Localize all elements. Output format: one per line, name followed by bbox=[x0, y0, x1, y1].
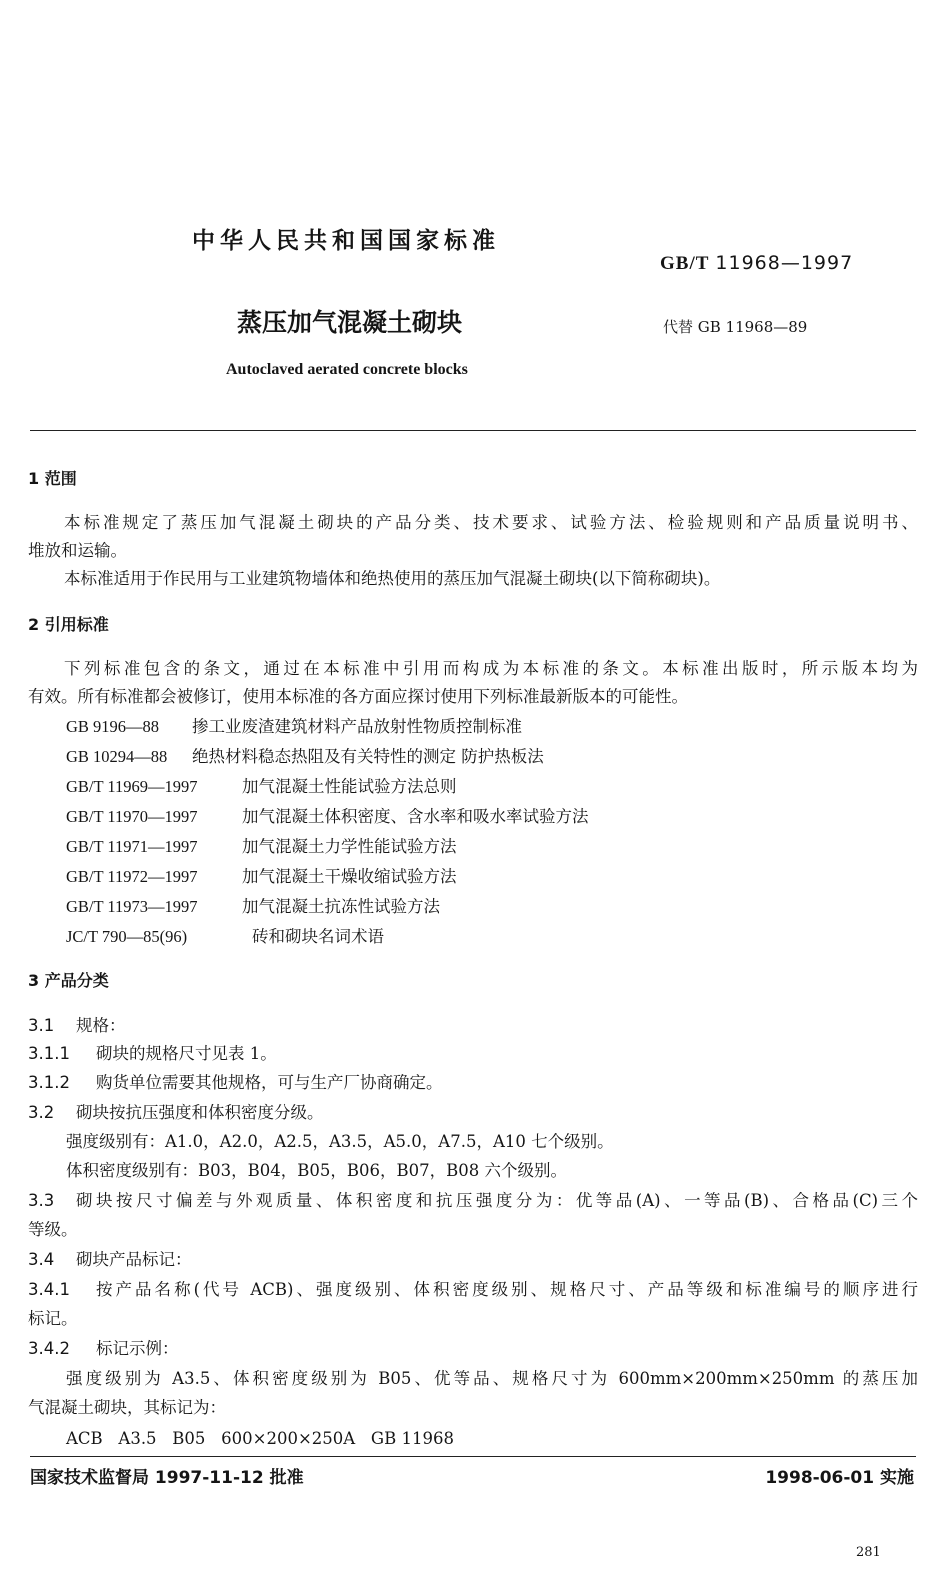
reference-code: GB/T 11971—1997 bbox=[66, 837, 198, 856]
reference-code: JC/T 790—85(96) bbox=[66, 927, 188, 946]
clause-3-1-1 bbox=[28, 1042, 277, 1066]
clause-text: 标记示例： bbox=[96, 1339, 179, 1358]
strength-grades: 强度级别有：A1.0，A2.0，A2.5，A3.5，A5.0，A7.5，A10 七个级别。 bbox=[66, 1132, 614, 1151]
section-1-para-1-line-1: 本标准规定了蒸压加气混凝土砌块的产品分类、技术要求、试验方法、检验规则和产品质量说明书、 bbox=[64, 513, 918, 532]
reference-code: GB 9196—88 bbox=[66, 717, 160, 736]
clause-text: 砌块产品标记： bbox=[76, 1250, 192, 1269]
reference-name: 绝热材料稳态热阻及有关特性的测定 防护热板法 bbox=[192, 747, 544, 766]
marking-example: ACB A3.5 B05 600×200×250A GB 11968 bbox=[66, 1429, 454, 1448]
density-grades: 体积密度级别有：B03，B04，B05，B06，B07，B08 六个级别。 bbox=[66, 1161, 567, 1180]
clause-number: 3.4.1 bbox=[28, 1280, 70, 1299]
section-2-heading: 2 引用标准 bbox=[28, 615, 109, 634]
section-2-para-line-1: 下列标准包含的条文，通过在本标准中引用而构成为本标准的条文。本标准出版时，所示版本均为 bbox=[64, 659, 918, 678]
clause-text: 规格： bbox=[76, 1016, 126, 1035]
standard-prefix: GB/T bbox=[660, 253, 710, 274]
reference-code: GB/T 11973—1997 bbox=[66, 897, 198, 916]
section-1-para-1-line-2: 堆放和运输。 bbox=[28, 541, 127, 560]
replaces-note: 代替 GB 11968—89 bbox=[663, 318, 808, 336]
clause-3-3-line-2: 等级。 bbox=[28, 1220, 78, 1239]
reference-item bbox=[66, 745, 544, 769]
example-description-line-1: 强度级别为 A3.5、体积密度级别为 B05、优等品、规格尺寸为 600mm×200mm×250mm 的蒸压加 bbox=[66, 1369, 918, 1388]
reference-item bbox=[66, 715, 522, 739]
clause-3-2 bbox=[28, 1101, 324, 1125]
national-standard-heading: 中华人民共和国国家标准 bbox=[192, 228, 500, 254]
approval-note: 国家技术监督局 1997-11-12 批准 bbox=[30, 1468, 304, 1488]
clause-text: 按产品名称(代号 ACB)、强度级别、体积密度级别、规格尺寸、产品等级和标准编号的顺序进行 bbox=[96, 1280, 918, 1299]
reference-item bbox=[66, 895, 440, 919]
standard-number-value: 11968—1997 bbox=[715, 252, 854, 274]
reference-name: 加气混凝土性能试验方法总则 bbox=[242, 777, 457, 796]
clause-number: 3.1.1 bbox=[28, 1044, 70, 1063]
clause-number: 3.4.2 bbox=[28, 1339, 70, 1358]
section-1-heading: 1 范围 bbox=[28, 469, 77, 488]
reference-code: GB/T 11970—1997 bbox=[66, 807, 198, 826]
reference-name: 加气混凝土抗冻性试验方法 bbox=[242, 897, 440, 916]
standard-number bbox=[660, 252, 853, 275]
header-divider bbox=[30, 430, 916, 431]
section-1-para-2: 本标准适用于作民用与工业建筑物墙体和绝热使用的蒸压加气混凝土砌块(以下简称砌块)。 bbox=[64, 569, 721, 588]
reference-item bbox=[66, 805, 589, 829]
reference-item bbox=[66, 775, 457, 799]
clause-3-4-1 bbox=[28, 1278, 918, 1302]
clause-number: 3.1 bbox=[28, 1016, 55, 1035]
clause-text: 购货单位需要其他规格，可与生产厂协商确定。 bbox=[96, 1073, 443, 1092]
footer-divider bbox=[30, 1456, 916, 1457]
document-title: 蒸压加气混凝土砌块 bbox=[237, 308, 463, 337]
reference-code: GB/T 11972—1997 bbox=[66, 867, 198, 886]
reference-code: GB/T 11969—1997 bbox=[66, 777, 198, 796]
section-3-heading: 3 产品分类 bbox=[28, 971, 109, 990]
clause-3-1-2 bbox=[28, 1071, 443, 1095]
reference-name: 加气混凝土干燥收缩试验方法 bbox=[242, 867, 457, 886]
reference-name: 加气混凝土体积密度、含水率和吸水率试验方法 bbox=[242, 807, 589, 826]
clause-number: 3.3 bbox=[28, 1191, 55, 1210]
clause-number: 3.2 bbox=[28, 1103, 55, 1122]
effective-date: 1998-06-01 实施 bbox=[765, 1468, 914, 1488]
clause-number: 3.1.2 bbox=[28, 1073, 70, 1092]
reference-name: 加气混凝土力学性能试验方法 bbox=[242, 837, 457, 856]
clause-text: 砌块按抗压强度和体积密度分级。 bbox=[76, 1103, 324, 1122]
reference-name: 砖和砌块名词术语 bbox=[252, 927, 384, 946]
reference-name: 掺工业废渣建筑材料产品放射性物质控制标准 bbox=[192, 717, 522, 736]
section-2-para-line-2: 有效。所有标准都会被修订，使用本标准的各方面应探讨使用下列标准最新版本的可能性。 bbox=[28, 687, 688, 706]
clause-3-1 bbox=[28, 1014, 126, 1038]
example-description-line-2: 气混凝土砌块，其标记为： bbox=[28, 1398, 226, 1417]
english-title: Autoclaved aerated concrete blocks bbox=[226, 361, 468, 378]
clause-text: 砌块按尺寸偏差与外观质量、体积密度和抗压强度分为：优等品(A)、一等品(B)、合格品(C)三个 bbox=[76, 1191, 918, 1210]
clause-3-4 bbox=[28, 1248, 192, 1272]
clause-3-4-1-line-2: 标记。 bbox=[28, 1309, 78, 1328]
clause-text: 砌块的规格尺寸见表 1。 bbox=[96, 1044, 277, 1063]
clause-number: 3.4 bbox=[28, 1250, 55, 1269]
reference-item bbox=[66, 835, 457, 859]
clause-3-3 bbox=[28, 1189, 918, 1213]
clause-3-4-2 bbox=[28, 1337, 179, 1361]
reference-code: GB 10294—88 bbox=[66, 747, 168, 766]
reference-item bbox=[66, 865, 457, 889]
reference-item bbox=[66, 925, 384, 949]
page-number: 281 bbox=[856, 1545, 881, 1560]
